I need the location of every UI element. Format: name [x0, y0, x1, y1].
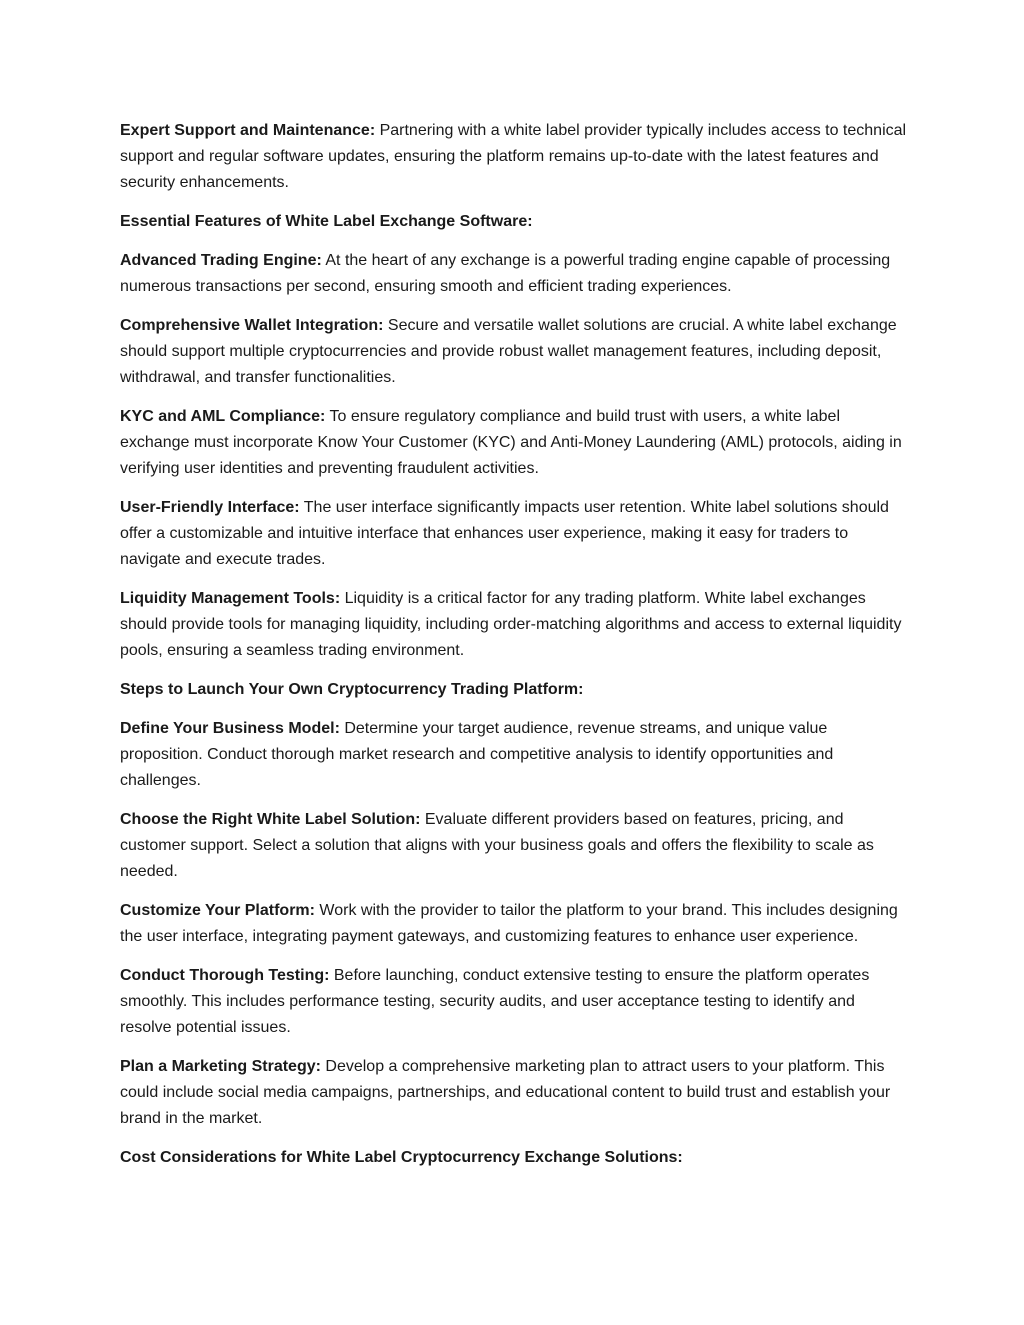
- paragraph-term: KYC and AML Compliance:: [120, 408, 326, 425]
- paragraph-term: Advanced Trading Engine:: [120, 252, 322, 269]
- paragraph-term: Define Your Business Model:: [120, 720, 340, 737]
- paragraph-text: Determine your target audience, revenue streams, and unique value proposition. Conduct thorough market research and competitive analysis to identify opportunities and challenges.: [120, 720, 834, 789]
- paragraph-customize-platform: [120, 898, 910, 950]
- paragraph-expert-support: [120, 118, 910, 196]
- paragraph-kyc-aml: [120, 404, 910, 482]
- paragraph-text: To ensure regulatory compliance and build trust with users, a white label exchange must incorporate Know Your Customer (KYC) and Anti-Money Laundering (AML) protocols, aiding in verifying user identities and preventing fraudulent activities.: [120, 408, 902, 477]
- paragraph-term: User-Friendly Interface:: [120, 499, 300, 516]
- paragraph-term: Comprehensive Wallet Integration:: [120, 317, 384, 334]
- paragraph-conduct-testing: [120, 963, 910, 1041]
- paragraph-term: Plan a Marketing Strategy:: [120, 1058, 321, 1075]
- paragraph-text: Secure and versatile wallet solutions are crucial. A white label exchange should support multiple cryptocurrencies and provide robust wallet management features, including deposit, withdrawal, and transfer functionalities.: [120, 317, 897, 386]
- paragraph-text: The user interface significantly impacts user retention. White label solutions should offer a customizable and intuitive interface that enhances user experience, making it easy for traders to navigate and execute trades.: [120, 499, 889, 568]
- paragraph-text: Work with the provider to tailor the platform to your brand. This includes designing the user interface, integrating payment gateways, and customizing features to enhance user experience.: [120, 902, 898, 945]
- section-heading-steps-to-launch: Steps to Launch Your Own Cryptocurrency Trading Platform:: [120, 681, 584, 698]
- paragraph-term: Choose the Right White Label Solution:: [120, 811, 421, 828]
- paragraph-text: Evaluate different providers based on features, pricing, and customer support. Select a solution that aligns with your business goals and offers the flexibility to scale as needed.: [120, 811, 874, 880]
- paragraph-text: Before launching, conduct extensive testing to ensure the platform operates smoothly. This includes performance testing, security audits, and user acceptance testing to identify and resolve potential issues.: [120, 967, 870, 1036]
- paragraph-text: At the heart of any exchange is a powerful trading engine capable of processing numerous transactions per second, ensuring smooth and efficient trading experiences.: [120, 252, 891, 295]
- paragraph-choose-solution: [120, 807, 910, 885]
- paragraph-term: Customize Your Platform:: [120, 902, 315, 919]
- paragraph-liquidity-management: [120, 586, 910, 664]
- paragraph-term: Conduct Thorough Testing:: [120, 967, 330, 984]
- paragraph-define-business-model: [120, 716, 910, 794]
- paragraph-term: Liquidity Management Tools:: [120, 590, 341, 607]
- paragraph-advanced-trading-engine: [120, 248, 910, 300]
- paragraph-text: Liquidity is a critical factor for any trading platform. White label exchanges should provide tools for managing liquidity, including order-matching algorithms and access to external liquidity pools, ensuring a seamless trading environment.: [120, 590, 902, 659]
- section-heading-essential-features: Essential Features of White Label Exchange Software:: [120, 213, 533, 230]
- paragraph-text: Partnering with a white label provider typically includes access to technical support and regular software updates, ensuring the platform remains up-to-date with the latest features and security enhancements.: [120, 122, 907, 191]
- paragraph-term: Expert Support and Maintenance:: [120, 122, 376, 139]
- section-heading-cost-considerations: Cost Considerations for White Label Cryptocurrency Exchange Solutions:: [120, 1149, 683, 1166]
- paragraph-wallet-integration: [120, 313, 910, 391]
- paragraph-user-friendly-interface: [120, 495, 910, 573]
- document-page: [120, 118, 910, 1184]
- paragraph-text: Develop a comprehensive marketing plan to attract users to your platform. This could include social media campaigns, partnerships, and educational content to build trust and establish your brand in the market.: [120, 1058, 891, 1127]
- paragraph-marketing-strategy: [120, 1054, 910, 1132]
